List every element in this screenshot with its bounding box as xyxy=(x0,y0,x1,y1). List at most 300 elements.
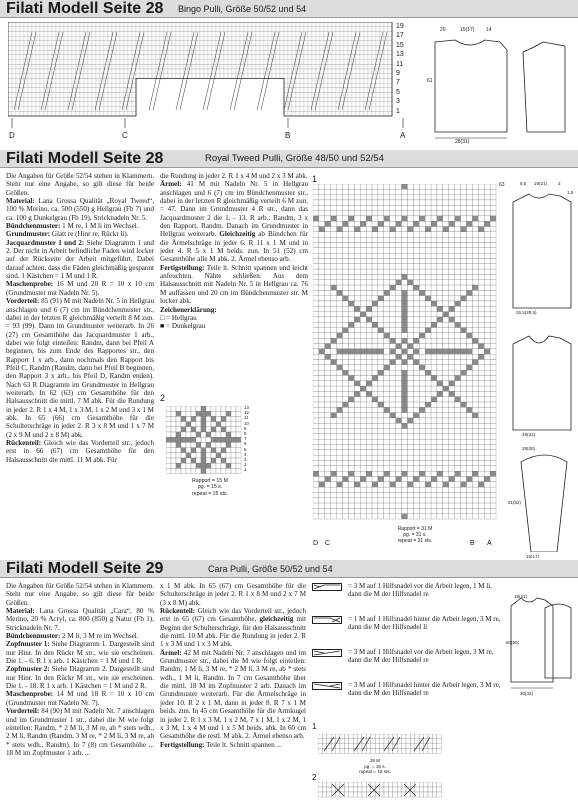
diag1-cell xyxy=(443,301,449,306)
diag1-cell xyxy=(437,386,443,391)
diag2-cell xyxy=(196,432,201,437)
diag1-cell xyxy=(390,195,396,200)
diag1-cell xyxy=(472,466,478,471)
diag1-cell xyxy=(396,280,402,285)
bingo-cell xyxy=(360,64,364,69)
cdiag2-cell xyxy=(331,787,335,792)
diag1-cell xyxy=(372,301,378,306)
bingo-cell xyxy=(300,107,304,112)
bingo-cell xyxy=(336,88,340,93)
diag1-cell xyxy=(461,338,467,343)
bingo-cell xyxy=(148,50,152,55)
bingo-cell xyxy=(64,55,68,60)
diag1-cell xyxy=(413,375,419,380)
diag1-cell xyxy=(407,418,413,423)
bingo-cell xyxy=(200,41,204,46)
cdiag1-cell xyxy=(344,739,348,744)
diag1-cell xyxy=(425,370,431,375)
section-subtitle: Royal Tweed Pulli, Größe 48/50 und 52/54 xyxy=(205,153,384,164)
section-bingo xyxy=(0,0,578,148)
bingo-cell xyxy=(132,36,136,41)
cdiag2-cell xyxy=(397,792,401,797)
bingo-cell xyxy=(232,36,236,41)
diag1-cell xyxy=(419,322,425,327)
diag1-cell xyxy=(425,248,431,253)
diag1-cell xyxy=(396,237,402,242)
bingo-cell xyxy=(88,97,92,102)
bingo-cell xyxy=(336,50,340,55)
cdiag2-cell xyxy=(432,782,436,787)
diag1-cell xyxy=(354,402,360,407)
diag1-cell xyxy=(313,195,319,200)
diag1-cell xyxy=(402,306,408,311)
bingo-cell xyxy=(144,69,148,74)
bingo-cell xyxy=(204,46,208,51)
diag1-cell xyxy=(360,498,366,503)
diag1-cell xyxy=(472,461,478,466)
diag1-cell xyxy=(331,359,337,364)
cdiag1-cell xyxy=(437,748,441,753)
diag1-cell xyxy=(425,445,431,450)
diag1-cell xyxy=(354,221,360,226)
bingo-cell xyxy=(96,78,100,83)
diag2-cell xyxy=(236,432,241,437)
bingo-cell xyxy=(248,22,252,27)
diag1-cell xyxy=(437,365,443,370)
diag1-cell xyxy=(472,205,478,210)
diag1-cell xyxy=(484,216,490,221)
diag1-cell xyxy=(331,487,337,492)
diag1-cell xyxy=(431,195,437,200)
diag1-cell xyxy=(325,306,331,311)
bingo-cell xyxy=(168,69,172,74)
diag1-cell xyxy=(478,200,484,205)
diag1-cell xyxy=(407,296,413,301)
cdiag1-cell xyxy=(406,734,410,739)
diag1-cell xyxy=(461,200,467,205)
diag1-cell xyxy=(449,487,455,492)
diag1-cell xyxy=(466,216,472,221)
diag1-cell xyxy=(390,391,396,396)
diag2-cell xyxy=(186,411,191,416)
diag1-cell xyxy=(378,429,384,434)
diag1-cell xyxy=(478,221,484,226)
bingo-cell xyxy=(320,93,324,98)
diag1-cell xyxy=(343,189,349,194)
bingo-cell xyxy=(284,55,288,60)
diag2-cell xyxy=(181,406,186,411)
bingo-cell xyxy=(352,74,356,79)
diag2-cell xyxy=(181,458,186,463)
diag1-cell xyxy=(384,317,390,322)
diag1-cell xyxy=(354,418,360,423)
diag1-cell xyxy=(490,461,496,466)
diag1-cell xyxy=(413,328,419,333)
diag1-cell xyxy=(313,375,319,380)
bingo-cell xyxy=(12,60,16,65)
bingo-cell xyxy=(312,55,316,60)
diag1-cell xyxy=(484,211,490,216)
diag1-cell xyxy=(437,306,443,311)
bingo-cell xyxy=(120,93,124,98)
section-title: Filati Modell Seite 28 xyxy=(6,150,164,167)
diag1-cell xyxy=(472,450,478,455)
bingo-cell xyxy=(32,22,36,27)
cdiag1-cell xyxy=(327,734,331,739)
diag1-cell xyxy=(348,264,354,269)
diag1-cell xyxy=(378,211,384,216)
diag2-cell xyxy=(216,411,221,416)
diag1-cell xyxy=(455,312,461,317)
bingo-cell xyxy=(68,55,72,60)
bingo-cell xyxy=(344,31,348,36)
diag2-cell xyxy=(191,411,196,416)
bingo-cell xyxy=(20,50,24,55)
para: Jacquardmuster 1 und 2: Siehe Diagramm 1 und 2. Der nicht in Arbeit befindliche Faden wird locker auf der Rückseite der Arbeit mitgeführt. Dabei darauf achten, dass die Fäden gleichmäßig gespannt sind. 1 Kästchen = 1 M und 1 R. xyxy=(6,238,154,281)
diag2-cell xyxy=(216,442,221,447)
diag1-cell xyxy=(348,381,354,386)
diag2-cell xyxy=(206,448,211,453)
bingo-cell xyxy=(28,78,32,83)
cdiag2-cell xyxy=(322,787,326,792)
bingo-cell xyxy=(260,69,264,74)
diag1-cell xyxy=(396,375,402,380)
diag1-cell xyxy=(325,200,331,205)
diag1-cell xyxy=(466,397,472,402)
bingo-cell xyxy=(28,74,32,79)
diag1-cell xyxy=(337,258,343,263)
cdiag1-cell xyxy=(336,744,340,749)
bingo-cell xyxy=(284,50,288,55)
diag1-cell xyxy=(437,471,443,476)
bingo-cell xyxy=(40,64,44,69)
diag1-cell xyxy=(337,492,343,497)
diag1-cell xyxy=(461,317,467,322)
diag1-cell xyxy=(354,365,360,370)
bingo-cell xyxy=(376,111,380,116)
diag1-cell xyxy=(478,439,484,444)
diag1-cell xyxy=(419,290,425,295)
bingo-cell xyxy=(296,31,300,36)
diag1-cell xyxy=(354,487,360,492)
diag1-cell xyxy=(331,418,337,423)
diag1-cell xyxy=(378,423,384,428)
diag1-cell xyxy=(490,227,496,232)
cdiag1-cell xyxy=(318,734,322,739)
bingo-cell xyxy=(132,46,136,51)
bingo-cell xyxy=(80,97,84,102)
diag1-cell xyxy=(390,280,396,285)
diag1-cell xyxy=(449,285,455,290)
diag1-cell xyxy=(478,397,484,402)
diag1-cell xyxy=(431,514,437,519)
diag2-cell xyxy=(186,448,191,453)
diag1-cell xyxy=(337,482,343,487)
bingo-cell xyxy=(112,83,116,88)
bingo-cell xyxy=(236,36,240,41)
diag1-cell xyxy=(384,290,390,295)
diag1-cell xyxy=(325,333,331,338)
diag1-cell xyxy=(396,269,402,274)
bingo-cell xyxy=(388,88,392,93)
diag1-cell xyxy=(366,296,372,301)
diag1-cell xyxy=(455,322,461,327)
cdiag1-cell xyxy=(340,739,344,744)
diag1-cell xyxy=(478,338,484,343)
diag1-cell xyxy=(360,402,366,407)
diag1-cell xyxy=(455,476,461,481)
bingo-cell xyxy=(52,111,56,116)
diag1-cell xyxy=(466,301,472,306)
diag1-cell xyxy=(449,195,455,200)
diag1-cell xyxy=(413,269,419,274)
diag1-cell xyxy=(366,397,372,402)
diag1-cell xyxy=(449,397,455,402)
diag1-cell xyxy=(449,391,455,396)
bingo-cell xyxy=(296,97,300,102)
diag1-cell xyxy=(449,375,455,380)
bingo-cell xyxy=(332,102,336,107)
diag1-cell xyxy=(449,280,455,285)
bingo-cell xyxy=(156,41,160,46)
diag1-cell xyxy=(431,328,437,333)
cdiag2-cell xyxy=(318,787,322,792)
diag1-cell xyxy=(360,418,366,423)
diag1-cell xyxy=(455,301,461,306)
diag1-cell xyxy=(337,375,343,380)
bingo-cell xyxy=(36,22,40,27)
bingo-cell xyxy=(380,74,384,79)
diag1-cell xyxy=(407,248,413,253)
diag1-cell xyxy=(378,455,384,460)
diag1-cell xyxy=(431,290,437,295)
bingo-cell xyxy=(328,64,332,69)
diag1-cell xyxy=(360,359,366,364)
cdiag1-cell xyxy=(406,744,410,749)
diag1-cell xyxy=(313,354,319,359)
bingo-cell xyxy=(268,31,272,36)
bingo-cell xyxy=(364,107,368,112)
bingo-cell xyxy=(292,41,296,46)
diag1-cell xyxy=(407,216,413,221)
cdiag1-cell xyxy=(366,748,370,753)
bingo-cell xyxy=(228,74,232,79)
bingo-cell xyxy=(204,36,208,41)
bingo-cell xyxy=(96,36,100,41)
diag1-cell xyxy=(484,317,490,322)
bingo-cell xyxy=(316,36,320,41)
diag2-cell xyxy=(201,411,206,416)
diag1-cell xyxy=(390,370,396,375)
diag1-cell xyxy=(360,514,366,519)
bingo-cell xyxy=(272,22,276,27)
bingo-cell xyxy=(140,27,144,32)
bingo-cell xyxy=(320,111,324,116)
diag1-cell xyxy=(366,253,372,258)
bingo-cell xyxy=(320,97,324,102)
diag1-cell xyxy=(443,354,449,359)
diag1-cell xyxy=(348,232,354,237)
diag1-cell xyxy=(354,476,360,481)
bingo-cell xyxy=(84,102,88,107)
diag1-cell xyxy=(372,370,378,375)
diag1-cell xyxy=(366,471,372,476)
bingo-cell xyxy=(148,74,152,79)
diag1-cell xyxy=(378,386,384,391)
diag1-cell xyxy=(366,455,372,460)
diag1-cell xyxy=(372,328,378,333)
diag1-cell xyxy=(378,312,384,317)
bingo-cell xyxy=(152,60,156,65)
diag1-cell xyxy=(461,471,467,476)
diag1-cell xyxy=(425,397,431,402)
diag1-cell xyxy=(449,370,455,375)
diag1-cell xyxy=(425,434,431,439)
diag1-cell xyxy=(478,429,484,434)
diag1-cell xyxy=(372,455,378,460)
diag1-cell xyxy=(425,476,431,481)
diag1-cell xyxy=(384,253,390,258)
diag1-cell xyxy=(396,439,402,444)
bingo-cell xyxy=(132,27,136,32)
bingo-cell xyxy=(344,22,348,27)
diag1-cell xyxy=(455,365,461,370)
bingo-cell xyxy=(192,74,196,79)
diag1-cell xyxy=(396,514,402,519)
bingo-cell xyxy=(372,97,376,102)
bingo-cell xyxy=(124,64,128,69)
diag1-cell xyxy=(313,274,319,279)
bingo-cell xyxy=(156,60,160,65)
diag1-cell xyxy=(319,476,325,481)
bingo-cell xyxy=(356,111,360,116)
bingo-cell xyxy=(300,78,304,83)
diag1-cell xyxy=(390,296,396,301)
diag1-cell xyxy=(396,476,402,481)
bingo-cell xyxy=(64,88,68,93)
bingo-cell xyxy=(60,102,64,107)
diag1-cell xyxy=(384,397,390,402)
diag1-cell xyxy=(466,407,472,412)
diag1-cell xyxy=(348,242,354,247)
diag1-cell xyxy=(490,445,496,450)
diag1-cell xyxy=(313,258,319,263)
section-cara xyxy=(0,560,578,800)
bingo-cell xyxy=(356,64,360,69)
bingo-cell xyxy=(228,64,232,69)
cdiag1-cell xyxy=(349,744,353,749)
diag1-cell xyxy=(396,461,402,466)
diag1-cell xyxy=(407,242,413,247)
diag1-cell xyxy=(354,328,360,333)
diag1-cell xyxy=(402,503,408,508)
diag1-cell xyxy=(407,264,413,269)
bingo-cell xyxy=(132,107,136,112)
cdiag1-cell xyxy=(432,734,436,739)
bingo-cell xyxy=(60,55,64,60)
diag2-cell xyxy=(231,453,236,458)
diag1-cell xyxy=(366,338,372,343)
bingo-cell xyxy=(388,107,392,112)
diag1-cell xyxy=(348,402,354,407)
diag1-cell xyxy=(455,391,461,396)
diag1-cell xyxy=(372,487,378,492)
bingo-cell xyxy=(48,41,52,46)
diag1-cell xyxy=(337,290,343,295)
diag1-cell xyxy=(331,296,337,301)
diag1-cell xyxy=(319,445,325,450)
bingo-cell xyxy=(44,60,48,65)
diag1-cell xyxy=(372,227,378,232)
bingo-cell xyxy=(380,78,384,83)
bingo-cell xyxy=(256,27,260,32)
diag1-cell xyxy=(449,461,455,466)
diag1-cell xyxy=(490,503,496,508)
bingo-cell xyxy=(332,69,336,74)
diag1-cell xyxy=(402,280,408,285)
diag1-cell xyxy=(402,413,408,418)
diag2-cell xyxy=(181,468,186,473)
bingo-cell xyxy=(276,22,280,27)
diag1-cell xyxy=(360,274,366,279)
diag1-cell xyxy=(407,455,413,460)
diag1-cell xyxy=(425,423,431,428)
diag1-cell xyxy=(437,402,443,407)
diag2-cell xyxy=(171,453,176,458)
diag1-cell xyxy=(366,413,372,418)
diag1-rapport: Rapport = 31 M pg. = 31 s. repeat = 31 sts. xyxy=(397,526,433,544)
bingo-cell xyxy=(128,46,132,51)
diag1-cell xyxy=(331,439,337,444)
diag1-cell xyxy=(472,232,478,237)
diag1-cell xyxy=(478,375,484,380)
diag1-cell xyxy=(390,205,396,210)
diag1-cell xyxy=(461,508,467,513)
bingo-cell xyxy=(172,31,176,36)
diag2-cell xyxy=(196,463,201,468)
bingo-cell xyxy=(148,27,152,32)
bingo-cell xyxy=(296,83,300,88)
diag1-cell xyxy=(378,301,384,306)
diag2-cell xyxy=(211,442,216,447)
diag1-cell xyxy=(378,391,384,396)
diag2-cell xyxy=(176,411,181,416)
bingo-cell xyxy=(216,31,220,36)
bingo-cell xyxy=(336,74,340,79)
bingo-cell xyxy=(124,50,128,55)
bingo-cell xyxy=(36,93,40,98)
bingo-cell xyxy=(228,41,232,46)
cdiag1-cell xyxy=(349,734,353,739)
diag1-cell xyxy=(402,418,408,423)
cdiag2-cell xyxy=(331,782,335,787)
bingo-cell xyxy=(364,78,368,83)
diag2-cell xyxy=(226,453,231,458)
cdiag2-cell xyxy=(349,792,353,797)
diag1-cell xyxy=(313,242,319,247)
diag1-cell xyxy=(354,498,360,503)
diag1-cell xyxy=(431,439,437,444)
bingo-cell xyxy=(120,74,124,79)
diag1-cell xyxy=(449,333,455,338)
diag1-cell xyxy=(484,200,490,205)
bingo-cell xyxy=(248,74,252,79)
diag2-cell xyxy=(206,458,211,463)
marker-c: C xyxy=(122,131,128,140)
diag2-cell xyxy=(186,453,191,458)
bingo-cell xyxy=(332,46,336,51)
diag1-cell xyxy=(348,359,354,364)
